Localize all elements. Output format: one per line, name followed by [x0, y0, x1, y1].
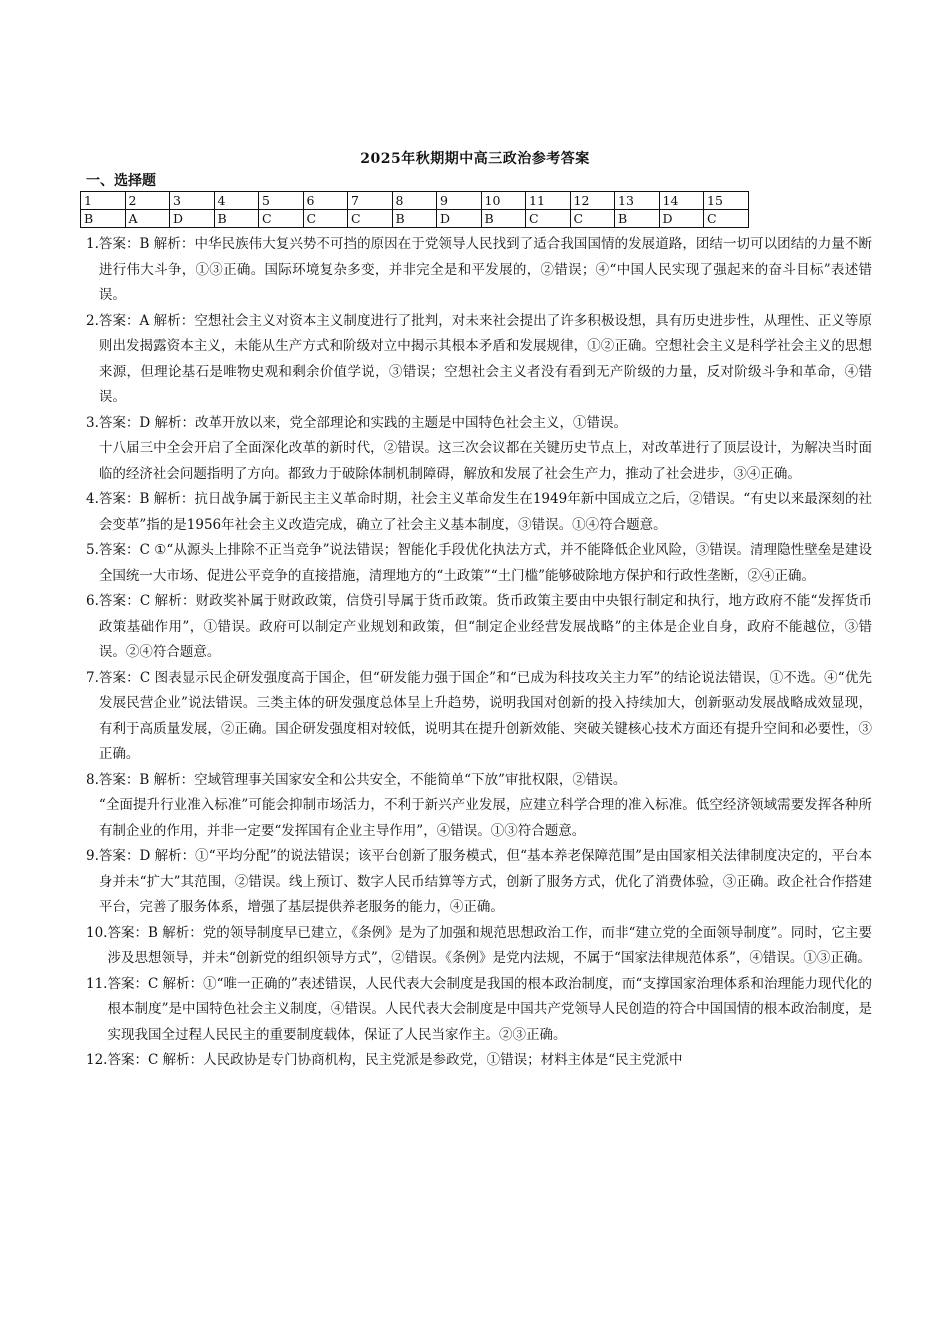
question-number-cell: 7: [348, 192, 393, 210]
item-number: 8.: [86, 771, 99, 788]
question-number-cell: 3: [170, 192, 215, 210]
answer-cell: B: [481, 210, 526, 228]
answer-cell: C: [570, 210, 615, 228]
item-text: [107, 1048, 872, 1074]
explanation-list: [86, 232, 872, 1074]
item-text: [99, 538, 872, 589]
item-number: 11.: [86, 975, 108, 992]
item-text: [107, 921, 872, 972]
item-text: [99, 768, 872, 845]
answer-cell: C: [303, 210, 348, 228]
item-text: [99, 487, 872, 538]
item-text: [99, 666, 872, 768]
explanation-item: [86, 921, 872, 972]
item-number: 2.: [86, 312, 99, 329]
answer-cell: D: [170, 210, 215, 228]
item-text-main: 答案：C ①“从源头上排除不正当竞争”说法错误；智能化手段优化执法方式，并不能降低企业风险，③错误。清理隐性壁垒是建设全国统一大市场、促进公平竞争的直接措施，清理地方的“土政策”“土门槛”能够破除地方保护和行政性垄断，②④正确。: [98, 542, 872, 584]
item-number: 3.: [86, 414, 99, 431]
question-number-cell: 1: [81, 192, 126, 210]
question-number-cell: 2: [125, 192, 170, 210]
item-number: 10.: [86, 924, 108, 941]
explanation-item: [86, 487, 872, 538]
page-title: 2025年秋期期中高三政治参考答案: [360, 151, 590, 167]
item-text-main: 答案：D 解析：改革开放以来，党全部理论和实践的主题是中国特色社会主义，①错误。: [98, 414, 628, 431]
item-text-main: 答案：B 解析：空域管理事关国家安全和公共安全，不能简单“下放”审批权限，②错误。: [98, 771, 627, 788]
section-heading: 一、选择题: [86, 173, 156, 189]
item-text-main: 答案：C 解析：人民政协是专门协商机构，民主党派是参政党，①错误；材料主体是“民主党派中: [107, 1052, 683, 1068]
explanation-item: [86, 538, 872, 589]
item-text-continuation: “全面提升行业准入标准”可能会抑制市场活力，不利于新兴产业发展，应建立科学合理的准入标准。低空经济领域需要发挥各种所有制企业的作用，并非一定要“发挥国有企业主导作用”，④错误。①③符合题意。: [98, 797, 872, 839]
explanation-item: [86, 768, 872, 845]
answer-cell: C: [704, 210, 749, 228]
question-number-cell: 6: [303, 192, 348, 210]
explanation-item: [86, 411, 872, 488]
explanation-item: [86, 666, 872, 768]
answer-cell: B: [214, 210, 259, 228]
answer-cell: B: [81, 210, 126, 228]
question-number-cell: 15: [704, 192, 749, 210]
answer-table: [80, 191, 749, 228]
item-text-main: 答案：B 解析：抗日战争属于新民主主义革命时期，社会主义革命发生在1949年新中国成立之后，②错误。“有史以来最深刻的社会变革”指的是1956年社会主义改造完成，确立了社会主义基本制度，③错误。①④符合题意。: [98, 491, 872, 533]
explanation-item: [86, 309, 872, 411]
item-text: [99, 589, 872, 666]
question-number-cell: 8: [392, 192, 437, 210]
question-number-cell: 12: [570, 192, 615, 210]
item-number: 6.: [86, 593, 99, 609]
question-number-cell: 10: [481, 192, 526, 210]
answer-cell: D: [437, 210, 482, 228]
item-text-main: 答案：C 解析：财政奖补属于财政政策，信贷引导属于货币政策。货币政策主要由中央银行制定和执行，地方政府不能“发挥货币政策基础作用”，①错误。政府可以制定产业规划和政策，但“制定企业经营发展战略”的主体是企业自身，政府不能越位，③错误。②④符合题意。: [98, 593, 872, 660]
item-number: 7.: [86, 669, 99, 686]
item-text-main: 答案：C 图表显示民企研发强度高于国企，但“研发能力强于国企”和“已成为科技攻关主力军”的结论说法错误，①不选。④“优先发展民营企业”说法错误。三类主体的研发强度总体呈上升趋势，说明我国对创新的投入持续加大，创新驱动发展战略成效显现，有利于高质量发展，②正确。国企研发强度相对较低，说明其在提升创新效能、突破关键核心技术方面还有提升空间和必要性，③正确。: [98, 669, 872, 762]
item-number: 5.: [86, 542, 99, 558]
item-text: [99, 844, 872, 921]
answer-table-answer-row: [81, 210, 749, 228]
item-number: 12.: [86, 1052, 108, 1068]
item-text-main: 答案：B 解析：党的领导制度早已建立，《条例》是为了加强和规范思想政治工作，而非“建立党的全面领导制度”。同时，它主要涉及思想领导，并未“创新党的组织领导方式”，②错误。《条例》是党内法规，不属于“国家法律规范体系”，④错误。①③正确。: [107, 924, 872, 966]
item-text-main: 答案：A 解析：空想社会主义对资本主义制度进行了批判，对未来社会提出了许多积极设想，具有历史进步性，从理性、正义等原则出发揭露资本主义，未能从生产方式和阶级对立中揭示其根本矛盾和发展规律，①②正确。空想社会主义是科学社会主义的思想来源，但理论基石是唯物史观和剩余价值学说，③错误；空想社会主义者没有看到无产阶级的力量，反对阶级斗争和革命，④错误。: [98, 312, 872, 405]
item-text: [99, 309, 872, 411]
answer-cell: A: [125, 210, 170, 228]
explanation-item: [86, 1048, 872, 1074]
question-number-cell: 11: [526, 192, 571, 210]
answer-cell: C: [526, 210, 571, 228]
question-number-cell: 9: [437, 192, 482, 210]
question-number-cell: 4: [214, 192, 259, 210]
answer-cell: D: [659, 210, 704, 228]
item-text-main: 答案：B 解析：中华民族伟大复兴势不可挡的原因在于党领导人民找到了适合我国国情的发展道路，团结一切可以团结的力量不断进行伟大斗争，①③正确。国际环境复杂多变，并非完全是和平发展的，②错误；④“中国人民实现了强起来的奋斗目标”表述错误。: [98, 236, 872, 303]
item-number: 1.: [86, 236, 99, 252]
item-text: [99, 411, 872, 488]
item-text-main: 答案：C 解析：①“唯一正确的”表述错误，人民代表大会制度是我国的根本政治制度，而“支撑国家治理体系和治理能力现代化的根本制度”是中国特色社会主义制度，④错误。人民代表大会制度是中国共产党领导人民创造的符合中国国情的根本政治制度，是实现我国全过程人民民主的重要制度载体，保证了人民当家作主。②③正确。: [107, 975, 872, 1043]
item-text: [99, 232, 872, 309]
answer-cell: C: [259, 210, 304, 228]
explanation-item: [86, 844, 872, 921]
item-text: [107, 972, 872, 1049]
item-text-continuation: 十八届三中全会开启了全面深化改革的新时代，②错误。这三次会议都在关键历史节点上，对改革进行了顶层设计，为解决当时面临的经济社会问题指明了方向。都致力于破除体制机制障碍，解放和发展了社会生产力，推动了社会进步，③④正确。: [98, 440, 872, 482]
question-number-cell: 14: [659, 192, 704, 210]
answer-table-number-row: [81, 192, 749, 210]
question-number-cell: 13: [615, 192, 660, 210]
item-number: 9.: [86, 848, 99, 864]
item-text-main: 答案：D 解析：①“平均分配”的说法错误；该平台创新了服务模式，但“基本养老保障范围”是由国家相关法律制度决定的，平台本身并未“扩大”其范围，②错误。线上预订、数字人民币结算等方式，创新了服务方式，优化了消费体验，③正确。政企社合作搭建平台，完善了服务体系，增强了基层提供养老服务的能力，④正确。: [98, 848, 872, 915]
explanation-item: [86, 232, 872, 309]
question-number-cell: 5: [259, 192, 304, 210]
answer-cell: C: [348, 210, 393, 228]
item-number: 4.: [86, 491, 99, 507]
answer-cell: B: [392, 210, 437, 228]
explanation-item: [86, 589, 872, 666]
explanation-item: [86, 972, 872, 1049]
answer-cell: B: [615, 210, 660, 228]
